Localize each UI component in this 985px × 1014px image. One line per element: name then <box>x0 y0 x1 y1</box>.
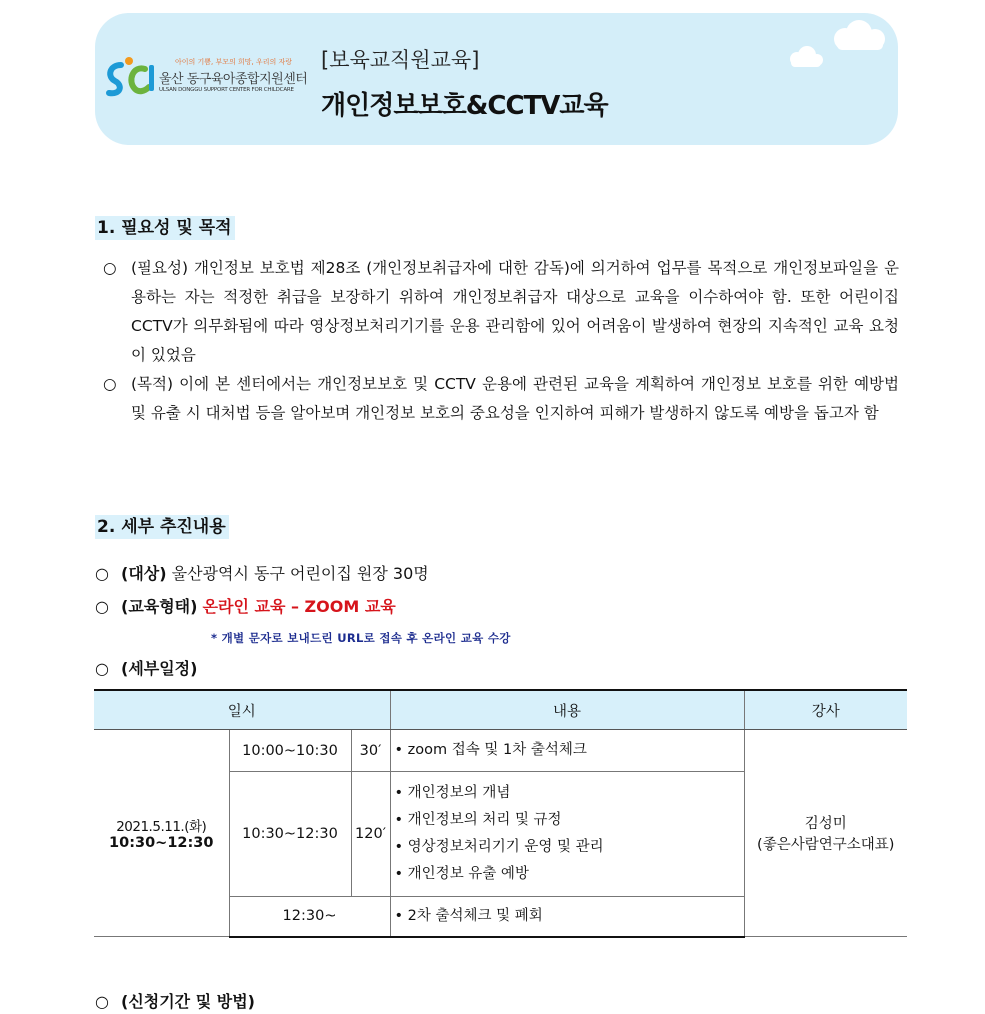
target-label: (대상) <box>121 564 167 583</box>
circle-bullet-icon: ○ <box>103 375 117 393</box>
section-heading-purpose: 1. 필요성 및 목적 <box>95 216 235 240</box>
content-item: • zoom 접속 및 1차 출석체크 <box>395 737 743 764</box>
instructor-name: 김성미 <box>804 816 847 832</box>
content-item: • 개인정보 유출 예방 <box>395 861 743 888</box>
content-item: • 개인정보의 처리 및 규정 <box>395 807 743 834</box>
target-line <box>95 562 429 586</box>
paragraph-text: (필요성) 개인정보 보호법 제28조 (개인정보취급자에 대한 감독)에 의거하여 업무를 목적으로 개인정보파일을 운용하는 자는 적정한 취급을 보장하기 위하여 개인정보취급자 대상으로 교육을 이수하여야 함. 또한 어린이집 CCTV가 의무화됨에 따라 영상정보처리기기를 운용 관리함에 있어 어려움이 발생하여 현장의 지속적인 교육 요청이 있었음 <box>131 259 899 364</box>
header-datetime: 일시 <box>94 690 390 730</box>
content-cell <box>390 772 744 897</box>
time-cell: 10:30~12:30 <box>229 772 351 897</box>
duration-cell: 120′ <box>351 772 390 897</box>
table-header-row <box>94 690 907 730</box>
time-cell: 12:30~ <box>229 897 390 937</box>
clouds-icon <box>785 15 897 77</box>
header-content: 내용 <box>390 690 744 730</box>
purpose-goal-paragraph <box>103 370 899 428</box>
circle-bullet-icon: ○ <box>103 259 117 277</box>
format-line <box>95 595 396 619</box>
content-cell <box>390 897 744 937</box>
instructor-org: (좋은사람연구소대표) <box>757 837 895 853</box>
banner-title: 개인정보보호&CCTV교육 <box>321 91 608 121</box>
instructor-cell <box>744 730 907 937</box>
section-heading-details: 2. 세부 추진내용 <box>95 515 229 539</box>
banner-subtitle: [보육교직원교육] <box>321 48 480 72</box>
content-item: • 영상정보처리기기 운영 및 관리 <box>395 834 743 861</box>
purpose-necessity-paragraph <box>103 254 899 370</box>
apply-label-line <box>95 990 255 1014</box>
date-cell <box>94 730 229 937</box>
schedule-label: (세부일정) <box>121 659 198 678</box>
session-time: 10:30~12:30 <box>109 835 214 851</box>
duration-cell: 30′ <box>351 730 390 772</box>
format-note: * 개별 문자로 보내드린 URL로 접속 후 온라인 교육 수강 <box>211 631 511 645</box>
time-cell: 10:00~10:30 <box>229 730 351 772</box>
session-date: 2021.5.11.(화) <box>116 819 207 835</box>
apply-label: (신청기간 및 방법) <box>121 992 255 1011</box>
schedule-table <box>94 689 907 938</box>
paragraph-text: (목적) 이에 본 센터에서는 개인정보보호 및 CCTV 운용에 관련된 교육을 계획하여 개인정보 보호를 위한 예방법 및 유출 시 대처법 등을 알아보며 개인정보 보호의 중요성을 인지하여 피해가 발생하지 않도록 예방을 돕고자 함 <box>131 375 899 422</box>
circle-bullet-icon: ○ <box>95 992 109 1011</box>
target-value: 울산광역시 동구 어린이집 원장 30명 <box>171 564 429 583</box>
header-banner <box>95 13 898 145</box>
format-value: 온라인 교육 – ZOOM 교육 <box>202 597 396 616</box>
center-logo <box>105 51 308 113</box>
circle-bullet-icon: ○ <box>95 659 109 678</box>
logo-slogan: 아이의 기쁨, 부모의 희망, 우리의 자랑 <box>175 58 293 66</box>
logo-name: 울산 동구육아종합지원센터 <box>159 72 308 87</box>
format-label: (교육형태) <box>121 597 198 616</box>
table-row <box>94 730 907 772</box>
center-logo-mark-icon <box>105 55 155 101</box>
schedule-label-line <box>95 657 197 681</box>
circle-bullet-icon: ○ <box>95 564 109 583</box>
content-item: • 2차 출석체크 및 폐회 <box>395 903 743 930</box>
header-instructor: 강사 <box>744 690 907 730</box>
circle-bullet-icon: ○ <box>95 597 109 616</box>
content-cell <box>390 730 744 772</box>
logo-english-name: ULSAN DONGGU SUPPORT CENTER FOR CHILDCARE <box>159 87 294 93</box>
content-item: • 개인정보의 개념 <box>395 780 743 807</box>
